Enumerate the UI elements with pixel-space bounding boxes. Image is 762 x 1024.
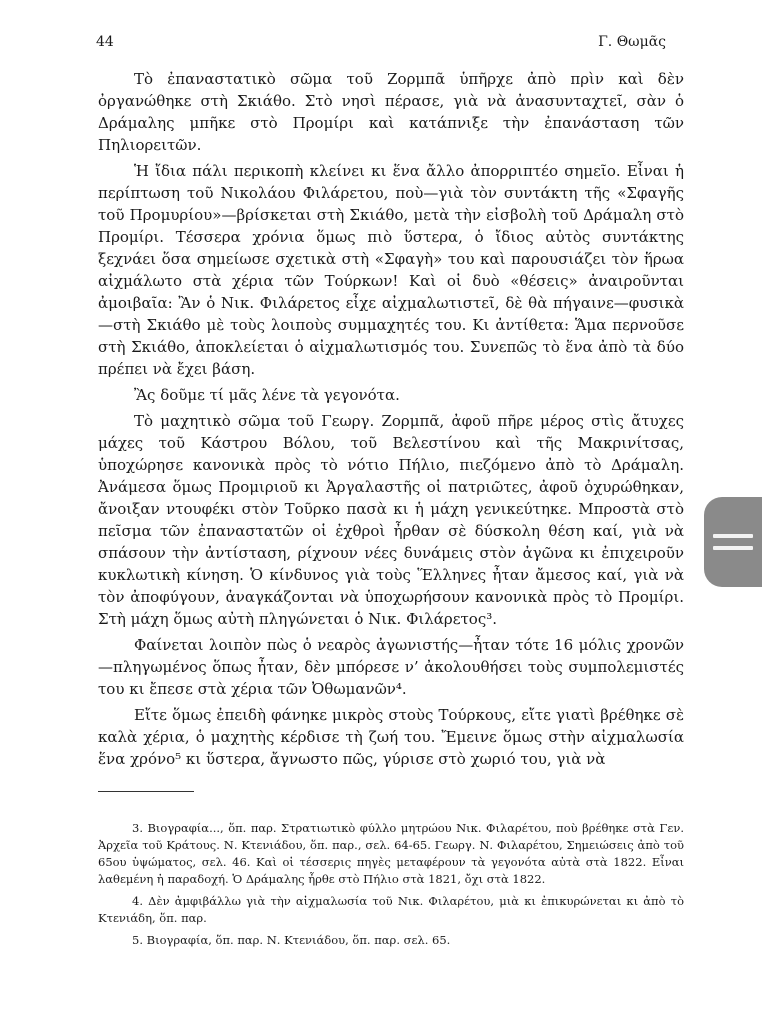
paragraph: Τὸ μαχητικὸ σῶμα τοῦ Γεωργ. Ζορμπᾶ, ἀφοῦ πῆρε μέρος στὶς ἄτυχες μάχες τοῦ Κάστρου Βόλου, τοῦ Βελεστίνου καὶ τῆς Μακρινίτσας, ὑποχώρησε κανονικὰ πρὸς τὸ νότιο Πήλιο, πιεζόμενο ἀπὸ τὸ Δράμαλη. Ἀνάμεσα ὅμως Προμιριοῦ κι Ἀργαλαστῆς οἱ πατριῶτες, ἀφοῦ ὀχυρώθηκαν, ἄνοιξαν ντουφέκι στὸν Τοῦρκο πασὰ κι ἡ μάχη γενικεύτηκε. Μπροστὰ στὸ πεῖσμα τῶν ἐπαναστατῶν οἱ ἐχθροὶ ἦρθαν σὲ δύσκολη θέση καί, γιὰ νὰ σπάσουν τὴν ἀντίσταση, ρίχνουν νέες δυνάμεις στὸν ἀγῶνα κι ἐπιχειροῦν κυκλωτικὴ κίνηση. Ὁ κίνδυνος γιὰ τοὺς Ἕλληνες ἦταν ἄμεσος καί, γιὰ νὰ τὸν ἀποφύγουν, ἀναγκάζονται νὰ ὑποχωρήσουν κανονικὰ πρὸς τὸ Προμίρι. Στὴ μάχη ὅμως αὐτὴ πληγώνεται ὁ Νικ. Φιλάρετος³.	[98, 412, 684, 628]
footnote: 4. Δὲν ἀμφιβάλλω γιὰ τὴν αἰχμαλωσία τοῦ Νικ. Φιλαρέτου, μιὰ κι ἐπικυρώνεται κι ἀπὸ τὸ Κτενιάδη, ὅπ. παρ.	[98, 894, 684, 925]
footnote: 3. Βιογραφία..., ὅπ. παρ. Στρατιωτικὸ φύλλο μητρώου Νικ. Φιλαρέτου, ποὺ βρέθηκε στὰ Γεν. Ἀρχεῖα τοῦ Κράτους. Ν. Κτενιάδου, ὅπ. παρ., σελ. 64-65. Γεωργ. Ν. Φιλαρέτου, Σημειώσεις ἀπὸ τοῦ 65ου ὑψώματος, σελ. 46. Καὶ οἱ τέσσερις πηγὲς μεταφέρουν τὰ γεγονότα αὐτὰ στὰ 1822. Εἶναι λαθεμένη ἡ παραδοχή. Ὁ Δράμαλης ἦρθε στὸ Πήλιο στὰ 1821, ὄχι στὰ 1822.	[98, 821, 684, 886]
paragraph: Εἴτε ὅμως ἐπειδὴ φάνηκε μικρὸς στοὺς Τούρκους, εἴτε γιατὶ βρέθηκε σὲ καλὰ χέρια, ὁ μαχητὴς κέρδισε τὴ ζωή του. Ἔμεινε ὅμως στὴν αἰχμαλωσία ἕνα χρόνο⁵ κι ὕστερα, ἄγνωστο πῶς, γύρισε στὸ χωριό του, γιὰ νὰ	[98, 706, 684, 768]
running-header-author: Γ. Θωμᾶς	[598, 34, 666, 50]
footnote-separator	[98, 791, 194, 792]
footnote: 5. Βιογραφία, ὅπ. παρ. Ν. Κτενιάδου, ὅπ. παρ. σελ. 65.	[132, 933, 451, 947]
paragraph: Τὸ ἐπαναστατικὸ σῶμα τοῦ Ζορμπᾶ ὑπῆρχε ἀπὸ πρὶν καὶ δὲν ὀργανώθηκε στὴ Σκιάθο. Στὸ νησὶ πέρασε, γιὰ νὰ ἀνασυνταχτεῖ, σὰν ὁ Δράμαλης μπῆκε στὸ Προμίρι καὶ κατάπνιξε τὴν ἐπανάσταση τῶν Πηλιορειτῶν.	[98, 70, 684, 154]
footnotes	[98, 820, 684, 954]
menu-icon	[713, 526, 753, 558]
paragraph: Φαίνεται λοιπὸν πὼς ὁ νεαρὸς ἀγωνιστής—ἦταν τότε 16 μόλις χρονῶν —πληγωμένος ὅπως ἦταν, δὲν μπόρεσε ν’ ἀκολουθήσει τοὺς συμπολεμιστές του κι ἔπεσε στὰ χέρια τῶν Ὀθωμανῶν⁴.	[98, 636, 684, 698]
page-number: 44	[96, 34, 114, 50]
paragraph: Ἂς δοῦμε τί μᾶς λένε τὰ γεγονότα.	[134, 386, 400, 404]
body-text	[98, 68, 684, 774]
paragraph: Ἡ ἴδια πάλι περικοπὴ κλείνει κι ἕνα ἄλλο ἀπορριπτέο σημεῖο. Εἶναι ἡ περίπτωση τοῦ Νικολάου Φιλάρετου, ποὺ—γιὰ τὸν συντάκτη τῆς «Σφαγῆς τοῦ Προμυρίου»—βρίσκεται στὴ Σκιάθο, μετὰ τὴν εἰσβολὴ τοῦ Δράμαλη στὸ Προμίρι. Τέσσερα χρόνια ὅμως πιὸ ὕστερα, ὁ ἴδιος αὐτὸς συντάκτης ξεχνάει ὅσα σημείωσε σχετικὰ στὴ «Σφαγὴ» του καὶ παρουσιάζει τὸν ἥρωα αἰχμάλωτο στὰ χέρια τῶν Τούρκων! Καὶ οἱ δυὸ «θέσεις» ἀναιροῦνται ἀμοιβαῖα: Ἂν ὁ Νικ. Φιλάρετος εἶχε αἰχμαλωτιστεῖ, δὲ θὰ πήγαινε—φυσικὰ—στὴ Σκιάθο μὲ τοὺς λοιποὺς συμμαχητές του. Κι ἀντίθετα: Ἅμα περνοῦσε στὴ Σκιάθο, ἀποκλείεται ὁ αἰχμαλωτισμός του. Συνεπῶς τὸ ἕνα ἀπὸ τὰ δύο πρέπει νὰ ἔχει βάση.	[98, 162, 684, 378]
side-menu-tab[interactable]	[704, 497, 762, 587]
